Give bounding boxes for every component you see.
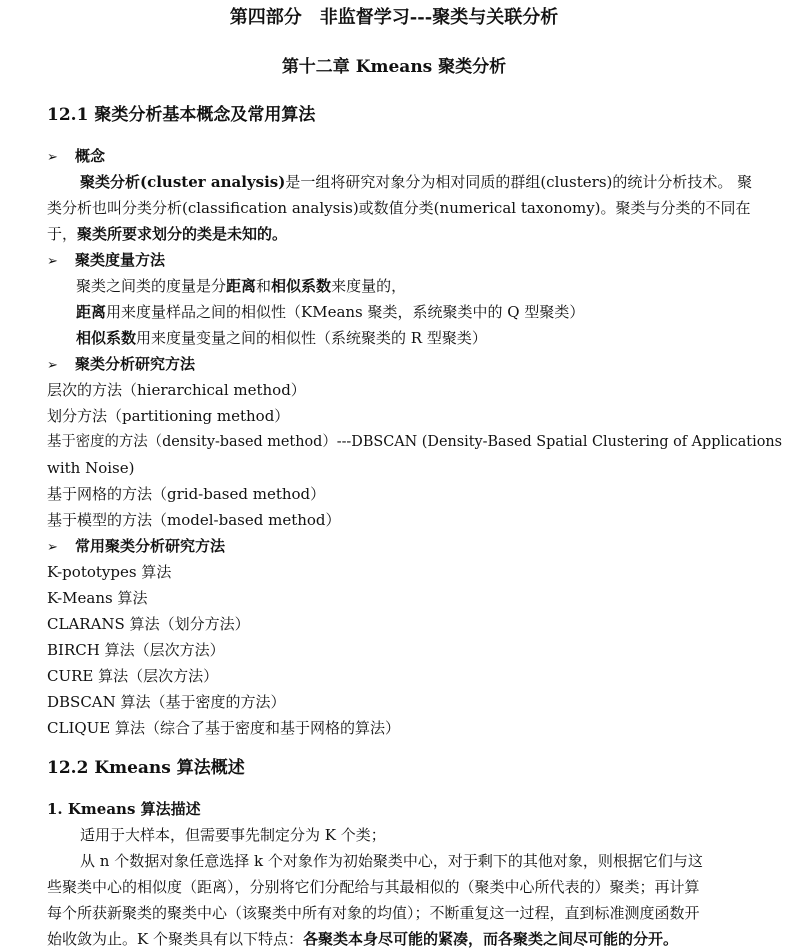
paragraph-line	[80, 172, 752, 192]
bullet-arrow-icon: ➢	[47, 150, 58, 165]
text-span: 用来度量样品之间的相似性（KMeans 聚类，系统聚类中的 Q 型聚类）	[106, 303, 585, 321]
bullet-title: 概念	[75, 147, 106, 165]
list-item: 层次的方法（hierarchical method）	[47, 381, 306, 399]
text-span: 来度量的，	[331, 277, 407, 295]
list-item: 基于网格的方法（grid-based method）	[47, 485, 326, 503]
bold-term: 各聚类本身尽可能的紧凑，而各聚类之间尽可能的分开。	[302, 930, 678, 948]
bullet-title: 聚类度量方法	[75, 251, 166, 269]
paragraph-line: 从 n 个数据对象任意选择 k 个对象作为初始聚类中心，对于剩下的其他对象，则根据它们与这	[80, 852, 703, 870]
bold-term: 聚类分析(cluster analysis)	[80, 173, 286, 191]
bullet-concept	[47, 146, 105, 168]
bold-term: 聚类所要求划分的类是未知的。	[77, 225, 288, 243]
bullet-arrow-icon: ➢	[47, 358, 58, 373]
paragraph-line: 每个所获新聚类的聚类中心（该聚类中所有对象的均值）；不断重复这一过程，直到标准测度函数开	[47, 904, 700, 922]
paragraph-line	[47, 929, 678, 949]
text-span: 是一组将研究对象分为相对同质的群组(clusters)的统计分析技术。 聚	[285, 173, 753, 191]
list-item: CLIQUE 算法（综合了基于密度和基于网格的算法）	[47, 719, 401, 737]
paragraph-line: 类分析也叫分类分析(classification analysis)或数值分类(numerical taxonomy)。聚类与分类的不同在	[47, 199, 751, 217]
section-heading-12-1: 12.1 聚类分析基本概念及常用算法	[47, 105, 316, 125]
bullet-title: 聚类分析研究方法	[75, 355, 196, 373]
list-item: 基于密度的方法（density-based method）---DBSCAN (Density-Based Spatial Clustering of Applications	[47, 434, 783, 450]
text-span: 始收敛为止。K 个聚类具有以下特点：	[47, 930, 303, 948]
list-item: K-pototypes 算法	[47, 563, 172, 581]
list-item: CLARANS 算法（划分方法）	[47, 615, 250, 633]
bullet-metrics	[47, 250, 165, 272]
section-heading-12-2: 12.2 Kmeans 算法概述	[47, 758, 245, 778]
list-item: K-Means 算法	[47, 589, 148, 607]
subsection-heading: 1. Kmeans 算法描述	[47, 800, 201, 818]
chapter-title: 第十二章 Kmeans 聚类分析	[281, 57, 507, 77]
text-span: 聚类之间类的度量是分	[76, 277, 227, 295]
paragraph-line: 些聚类中心的相似度（距离），分别将它们分配给与其最相似的（聚类中心所代表的）聚类；再计算	[47, 878, 700, 896]
bold-term: 相似系数	[76, 329, 137, 347]
text-span: 和	[256, 277, 272, 295]
paragraph-line	[47, 224, 287, 244]
part-title: 第四部分 非监督学习---聚类与关联分析	[229, 7, 559, 28]
paragraph-line: 适用于大样本，但需要事先制定分为 K 个类；	[80, 826, 386, 844]
bullet-common-algorithms	[47, 536, 225, 558]
text-span: 用来度量变量之间的相似性（系统聚类的 R 型聚类）	[136, 329, 487, 347]
list-item: CURE 算法（层次方法）	[47, 667, 219, 685]
list-item: 划分方法（partitioning method）	[47, 407, 290, 425]
text-span: 于，	[47, 225, 78, 243]
bullet-title: 常用聚类分析研究方法	[75, 537, 226, 555]
bold-term: 距离	[226, 277, 257, 295]
list-item: with Noise)	[47, 459, 135, 477]
bullet-research-methods	[47, 354, 195, 376]
paragraph-line	[76, 328, 487, 348]
list-item: DBSCAN 算法（基于密度的方法）	[47, 693, 286, 711]
bullet-arrow-icon: ➢	[47, 540, 58, 555]
bold-term: 距离	[76, 303, 107, 321]
list-item: BIRCH 算法（层次方法）	[47, 641, 225, 659]
bullet-arrow-icon: ➢	[47, 254, 58, 269]
paragraph-line	[76, 276, 406, 296]
list-item: 基于模型的方法（model-based method）	[47, 511, 341, 529]
bold-term: 相似系数	[271, 277, 332, 295]
paragraph-line	[76, 302, 584, 322]
